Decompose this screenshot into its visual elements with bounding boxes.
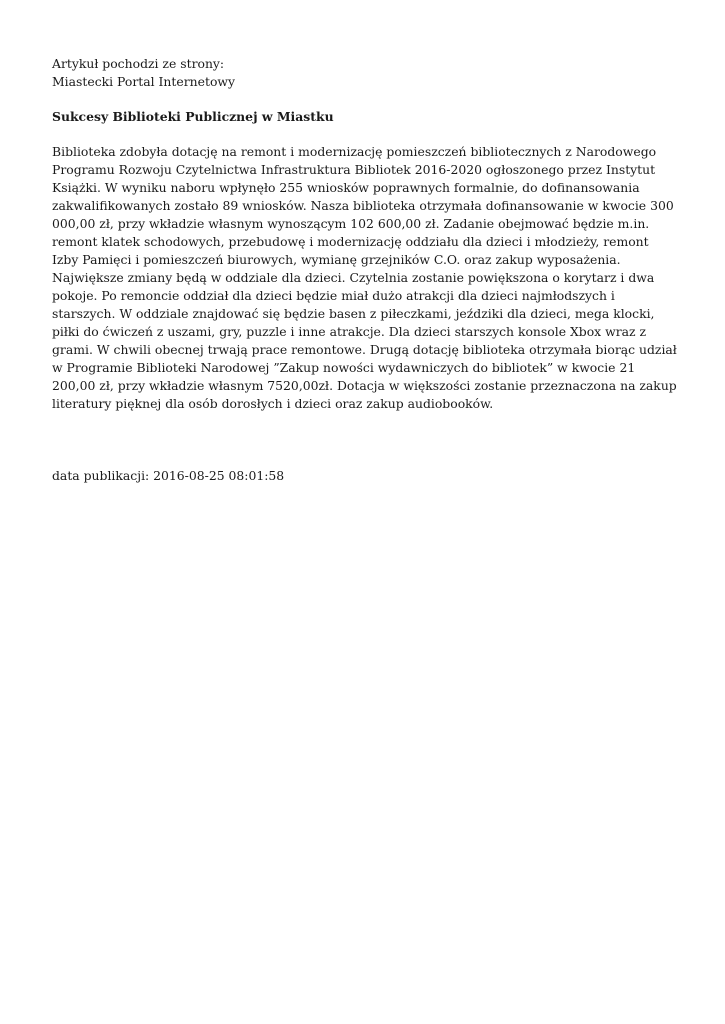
source-label: Artykuł pochodzi ze strony: — [52, 56, 225, 71]
source-attribution — [52, 55, 677, 91]
publication-date: data publikacji: 2016-08-25 08:01:58 — [52, 468, 285, 483]
source-portal-name: Miastecki Portal Internetowy — [52, 74, 236, 89]
document-page — [52, 55, 677, 485]
article-title: Sukcesy Biblioteki Publicznej w Miastku — [52, 109, 334, 124]
article-body: Biblioteka zdobyła dotację na remont i modernizację pomieszczeń bibliotecznych z Narodowego Programu Rozwoju Czytelnictwa Infrastruktura Bibliotek 2016-2020 ogłoszonego przez Instytut Książki. W wyniku naboru wpłynęło 255 wniosków poprawnych formalnie, do dofinansowania zakwalifikowanych zostało 89 wniosków. Nasza biblioteka otrzymała dofinansowanie w kwocie 300 000,00 zł, przy wkładzie własnym wynoszącym 102 600,00 zł. Zadanie obejmować będzie m.in. remont klatek schodowych, przebudowę i modernizację oddziału dla dzieci i młodzieży, remont Izby Pamięci i pomieszczeń biurowych, wymianę grzejników C.O. oraz zakup wyposażenia. Największe zmiany będą w oddziale dla dzieci. Czytelnia zostanie powiększona o korytarz i dwa pokoje. Po remoncie oddział dla dzieci będzie miał dużo atrakcji dla dzieci najmłodszych i starszych. W oddziale znajdować się będzie basen z piłeczkami, jeździki dla dzieci, mega klocki, piłki do ćwiczeń z uszami, gry, puzzle i inne atrakcje. Dla dzieci starszych konsole Xbox wraz z grami. W chwili obecnej trwają prace remontowe. Drugą dotację biblioteka otrzymała biorąc udział w Programie Biblioteki Narodowej ”Zakup nowości wydawniczych do bibliotek” w kwocie 21 200,00 zł, przy wkładzie własnym 7520,00zł. Dotacja w większości zostanie przeznaczona na zakup literatury pięknej dla osób dorosłych i dzieci oraz zakup audiobooków. — [52, 144, 677, 411]
